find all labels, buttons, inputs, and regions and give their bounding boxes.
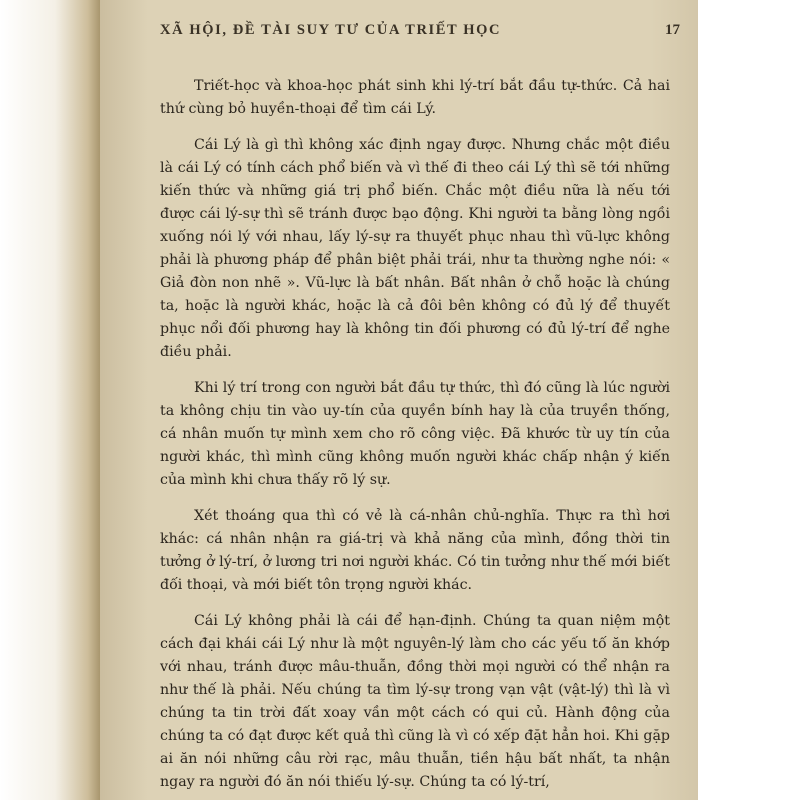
- paragraph-5: Cái Lý không phải là cái để hạn-định. Chúng ta quan niệm một cách đại khái cái Lý như là một nguyên-lý làm cho các yếu tố ăn khớp với nhau, tránh được mâu-thuẫn, đồng thời mọi người có thể nhận ra như thế là phải. Nếu chúng ta tìm lý-sự trong vạn vật (vật-lý) thì là vì chúng ta tin trời đất xoay vần một cách có qui củ. Hành động của chúng ta có đạt được kết quả thì cũng là vì có xếp đặt hẳn hoi. Khi gặp ai ăn nói những câu rời rạc, mâu thuẫn, tiền hậu bất nhất, ta nhận ngay ra người đó ăn nói thiếu lý-sự. Chúng ta có lý-trí,: [160, 613, 670, 790]
- running-title: XÃ HỘI, ĐỀ TÀI SUY TƯ CỦA TRIẾT HỌC: [160, 22, 502, 38]
- paragraph-2: Cái Lý là gì thì không xác định ngay được. Nhưng chắc một điều là cái Lý có tính cách phổ biến và vì thế đi theo cái Lý thì sẽ tới những kiến thức và những giá trị phổ biến. Chắc một điều nữa là nếu tới được cái lý-sự thì sẽ tránh được bạo động. Khi người ta bằng lòng ngồi xuống nói lý với nhau, lấy lý-sự ra thuyết phục nhau thì vũ-lực không phải là phương pháp để phân biệt phải trái, như ta thường nghe nói: « Giả đòn non nhẽ ». Vũ-lực là bất nhân. Bất nhân ở chỗ hoặc là chúng ta, hoặc là người khác, hoặc là cả đôi bên không có đủ lý để thuyết phục nổi đối phương hay là không tin đối phương có đủ lý-trí để nghe điều phải.: [160, 137, 670, 360]
- book-spine-shadow: [0, 0, 100, 800]
- running-head: [160, 22, 680, 44]
- background-margin: [698, 0, 800, 800]
- page-number: 17: [665, 22, 680, 38]
- paragraph-4: Xét thoáng qua thì có vẻ là cá-nhân chủ-nghĩa. Thực ra thì hơi khác: cá nhân nhận ra giá-trị và khả năng của mình, đồng thời tin tưởng ở lý-trí, ở lương tri nơi người khác. Có tin tưởng như thế mới biết đối thoại, và mới biết tôn trọng người khác.: [160, 508, 670, 593]
- paragraph-1: Triết-học và khoa-học phát sinh khi lý-trí bắt đầu tự-thức. Cả hai thứ cùng bỏ huyền-thoại để tìm cái Lý.: [160, 78, 670, 117]
- paragraph-3: Khi lý trí trong con người bắt đầu tự thức, thì đó cũng là lúc người ta không chịu tin vào uy-tín của quyền bính hay là của truyền thống, cá nhân muốn tự mình xem cho rõ công việc. Đã khước từ uy tín của người khác, thì mình cũng không muốn người khác chấp nhận ý kiến của mình khi chưa thấy rõ lý sự.: [160, 380, 670, 488]
- body-text: [160, 75, 670, 800]
- book-page: [100, 0, 698, 800]
